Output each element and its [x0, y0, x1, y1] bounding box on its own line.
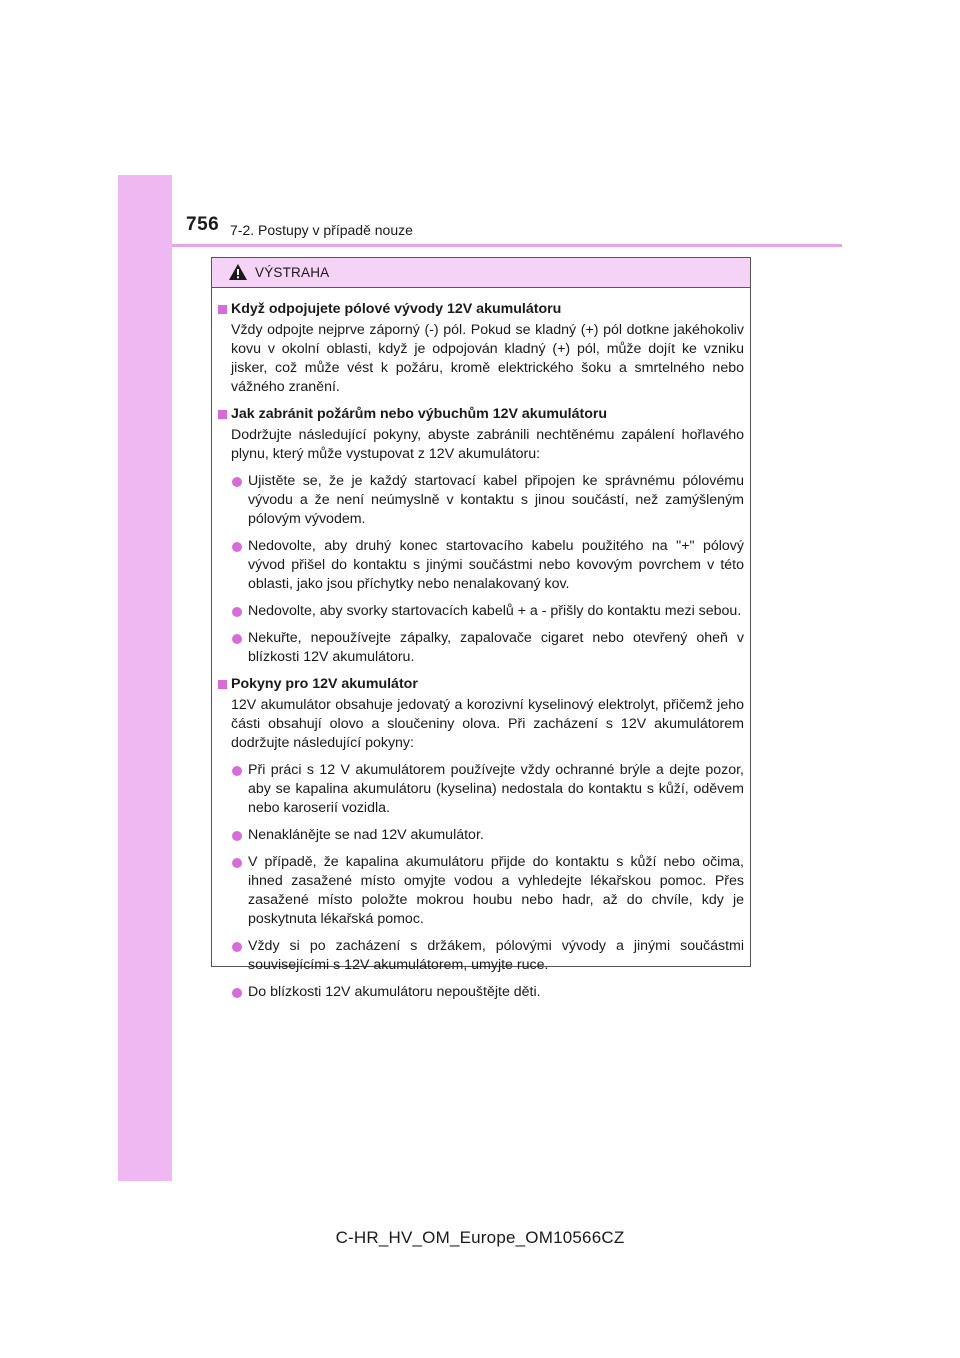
section-heading [218, 300, 744, 319]
square-bullet-icon [218, 305, 227, 314]
list-item [218, 602, 744, 621]
warning-box [211, 257, 751, 1000]
list-item [218, 629, 744, 667]
header-rule [172, 244, 842, 247]
list-item [218, 937, 744, 975]
section-heading [218, 405, 744, 424]
page-number: 756 [186, 214, 220, 235]
list-item [218, 826, 744, 845]
round-bullet-icon [232, 831, 242, 841]
list-item-text: Při práci s 12 V akumulátorem používejte vždy ochranné brýle a dejte pozor, aby se kapalina akumulátoru (kyselina) nedostala do kontaktu s kůží, oděvem nebo karoserií vozidla. [248, 762, 744, 816]
list-item [218, 983, 744, 1002]
round-bullet-icon [232, 634, 242, 644]
round-bullet-icon [232, 766, 242, 776]
warning-triangle-icon [228, 263, 248, 281]
side-color-band [118, 175, 172, 1181]
section-heading-text: Jak zabránit požárům nebo výbuchům 12V akumulátoru [231, 406, 608, 422]
round-bullet-icon [232, 942, 242, 952]
list-item-text: Nedovolte, aby svorky startovacích kabelů + a - přišly do kontaktu mezi sebou. [248, 603, 742, 619]
warning-label: VÝSTRAHA [255, 265, 330, 280]
section-title: 7-2. Postupy v případě nouze [230, 222, 413, 238]
round-bullet-icon [232, 542, 242, 552]
document-code: C-HR_HV_OM_Europe_OM10566CZ [335, 1228, 625, 1247]
section-paragraph: Dodržujte následující pokyny, abyste zabránili nechtěnému zapálení hořlavého plynu, který může vystupovat z 12V akumulátoru: [231, 427, 744, 462]
round-bullet-icon [232, 988, 242, 998]
warning-content [212, 288, 750, 1002]
round-bullet-icon [232, 858, 242, 868]
list-item [218, 537, 744, 594]
section-paragraph: 12V akumulátor obsahuje jedovatý a korozivní kyselinový elektrolyt, přičemž jeho části obsahují olovo a sloučeniny olova. Při zacházení s 12V akumulátorem dodržujte následující pokyny: [231, 697, 744, 751]
warning-header [212, 258, 750, 288]
list-item [218, 761, 744, 818]
section-heading [218, 675, 744, 694]
list-item-text: V případě, že kapalina akumulátoru přijde do kontaktu s kůží nebo očima, ihned zasažené místo omyjte vodou a vyhledejte lékařskou pomoc. Přes zasažené místo položte mokrou houbu nebo hadr, až do chvíle, kdy je poskytnuta lékařská pomoc. [248, 854, 744, 927]
list-item-text: Ujistěte se, že je každý startovací kabel připojen ke správnému pólovému vývodu a že není neúmyslně v kontaktu s jinou součástí, než zamýšleným pólovým vývodem. [248, 473, 744, 527]
list-item [218, 472, 744, 529]
square-bullet-icon [218, 410, 227, 419]
list-item-text: Do blízkosti 12V akumulátoru nepouštějte děti. [248, 984, 541, 1000]
list-item-text: Vždy si po zacházení s držákem, pólovými vývody a jinými součástmi souvisejícími s 12V akumulátorem, umyjte ruce. [248, 938, 744, 973]
list-item-text: Nenaklánějte se nad 12V akumulátor. [248, 827, 484, 843]
list-item-text: Nedovolte, aby druhý konec startovacího kabelu použitého na "+" pólový vývod přišel do kontaktu s jinými součástmi nebo kovovým povrchem v této oblasti, jako jsou příchytky nebo nenalakovaný kov. [248, 538, 744, 592]
list-item-text: Nekuřte, nepoužívejte zápalky, zapalovače cigaret nebo otevřený oheň v blízkosti 12V akumulátoru. [248, 630, 744, 665]
list-item [218, 853, 744, 929]
round-bullet-icon [232, 477, 242, 487]
section-heading-text: Pokyny pro 12V akumulátor [231, 676, 418, 692]
round-bullet-icon [232, 607, 242, 617]
square-bullet-icon [218, 680, 227, 689]
section-paragraph: Vždy odpojte nejprve záporný (-) pól. Pokud se kladný (+) pól dotkne jakéhokoliv kovu v okolní oblasti, když je odpojován kladný (+) pól, může dojít ke vzniku jisker, což může vést k požáru, kromě elektrického šoku a smrtelného nebo vážného zranění. [231, 322, 744, 395]
section-heading-text: Když odpojujete pólové vývody 12V akumulátoru [231, 301, 562, 317]
